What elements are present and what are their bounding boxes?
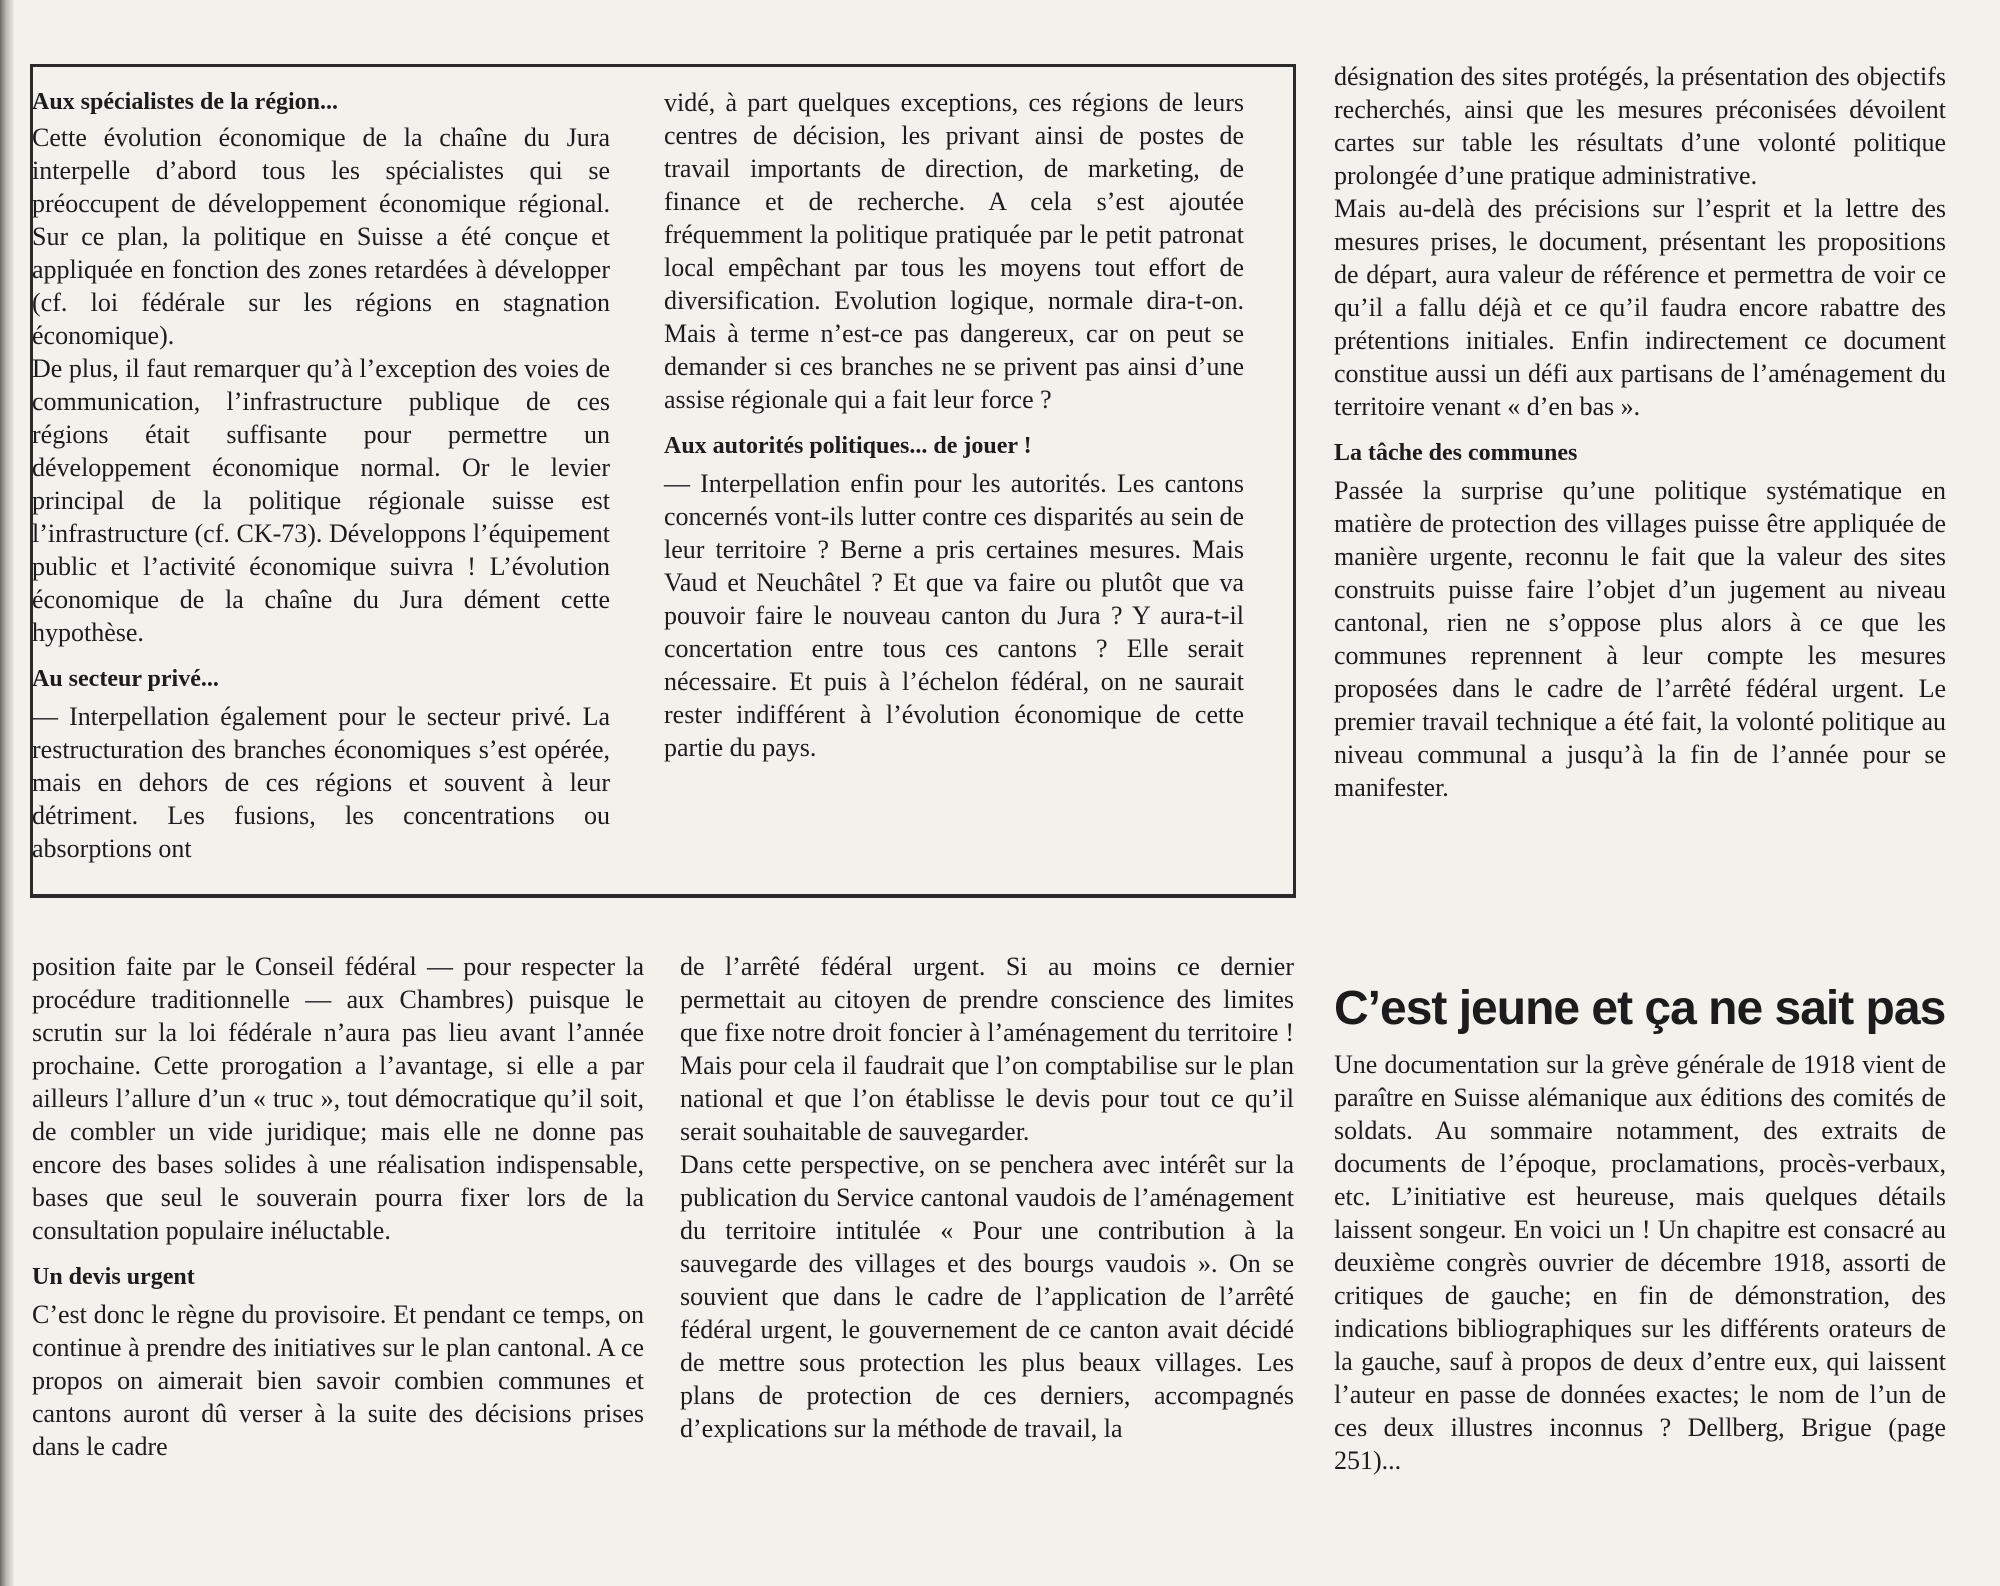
paragraph: C’est donc le règne du provisoire. Et pendant ce temps, on continue à prendre des initiatives sur le plan cantonal. A ce propos on aimerait bien savoir combien communes et cantons auront dû verser à la suite des décisions prises dans le cadre [32, 1300, 644, 1461]
paragraph: Passée la surprise qu’une politique systématique en matière de protection des villages puisse être appliquée de manière urgente, reconnu le fait que la valeur des sites construits puisse faire l’objet d’un jugement au niveau cantonal, rien ne s’oppose plus alors à ce que les communes reprennent à leur compte les mesures proposées dans le cadre de l’arrêté fédéral urgent. Le premier travail technique a été fait, la volonté politique au niveau communal a jusqu’à la fin de l’année pour se manifester. [1334, 476, 1946, 802]
paragraph: — Interpellation également pour le secteur privé. La restructuration des branches économiques s’est opérée, mais en dehors de ces régions et souvent à leur détriment. Les fusions, les concentrations ou absorptions ont [32, 702, 610, 863]
bottom-left-column [32, 950, 644, 1463]
paragraph: Mais au-delà des précisions sur l’esprit et la lettre des mesures prises, le document, présentant les propositions de départ, aura valeur de référence et permettra de voir ce qu’il a fallu déjà et ce qu’il faudra encore rabattre des prétentions initiales. Enfin indirectement ce document constitue aussi un défi aux partisans de l’aménagement du territoire venant « d’en bas ». [1334, 194, 1946, 421]
paragraph: vidé, à part quelques exceptions, ces régions de leurs centres de décision, les privant ainsi de postes de travail importants de direction, de marketing, de finance et de recherche. A cela s’est ajoutée fréquemment la politique pratiquée par le petit patronat local empêchant par tous les moyens tout effort de diversification. Evolution logique, normale dira-t-on. Mais à terme n’est-ce pas dangereux, car on peut se demander si ces branches ne se privent pas ainsi d’une assise régionale qui a fait leur force ? [664, 88, 1244, 414]
article-2 [1334, 980, 1946, 1477]
section-heading: Un devis urgent [32, 1264, 195, 1290]
section-heading: Aux autorités politiques... de jouer ! [664, 433, 1032, 459]
paragraph: De plus, il faut remarquer qu’à l’exception des voies de communication, l’infrastructure publique de ces régions était suffisante pour permettre un développement économique normal. Or le levier principal de la politique régionale suisse est l’infrastructure (cf. CK-73). Développons l’équipement public et l’activité économique suivra ! L’évolution économique de la chaîne du Jura dément cette hypothèse. [32, 354, 610, 647]
section-heading: Au secteur privé... [32, 666, 219, 692]
paragraph: désignation des sites protégés, la présentation des objectifs recherchés, ainsi que les mesures préconisées dévoilent cartes sur table les résultats d’une volonté politique prolongée d’une pratique administrative. [1334, 62, 1946, 190]
paragraph: Dans cette perspective, on se penchera avec intérêt sur la publication du Service cantonal vaudois de l’aménagement du territoire intitulée « Pour une contribution à la sauvegarde des villages et des bourgs vaudois ». On se souvient que dans le cadre de l’application de l’arrêté fédéral urgent, le gouvernement de ce canton avait décidé de mettre sous protection les plus beaux villages. Les plans de protection de ces derniers, accompagnés d’explications sur la méthode de travail, la [680, 1150, 1294, 1443]
section-heading: Aux spécialistes de la région... [32, 89, 338, 115]
boxed-left-column [32, 86, 610, 865]
page-binding-shadow [0, 0, 14, 1586]
right-column [1334, 60, 1946, 804]
bottom-middle-column [680, 950, 1294, 1445]
section-heading: La tâche des communes [1334, 440, 1578, 466]
paragraph: Cette évolution économique de la chaîne du Jura interpelle d’abord tous les spécialistes qui se préoccupent de développement économique régional. Sur ce plan, la politique en Suisse a été conçue et appliquée en fonction des zones retardées à développer (cf. loi fédérale sur les régions en stagnation économique). [32, 123, 610, 350]
paragraph: — Interpellation enfin pour les autorités. Les cantons concernés vont-ils lutter contre ces disparités au sein de leur territoire ? Berne a pris certaines mesures. Mais Vaud et Neuchâtel ? Et que va faire ou plutôt que va pouvoir faire le nouveau canton du Jura ? Y aura-t-il concertation entre tous ces cantons ? Elle serait nécessaire. Et puis à l’échelon fédéral, on ne saurait rester indifférent à l’évolution économique de cette partie du pays. [664, 469, 1244, 762]
boxed-right-column [664, 86, 1244, 764]
article-2-body: Une documentation sur la grève générale de 1918 vient de paraître en Suisse alémanique aux éditions des comités de soldats. Au sommaire notamment, des extraits de documents de l’époque, proclamations, procès-verbaux, etc. L’initiative est heureuse, mais quelques détails laissent songeur. En voici un ! Un chapitre est consacré au deuxième congrès ouvrier de décembre 1918, assorti de critiques de gauche; en fin de démonstration, des indications bibliographiques sur les différents orateurs de la gauche, sauf à propos de deux d’entre eux, qui laissent l’auteur en passe de données exactes; le nom de l’un de ces deux illustres inconnus ? Dellberg, Brigue (page 251)... [1334, 1050, 1946, 1475]
paragraph: position faite par le Conseil fédéral — pour respecter la procédure traditionnelle — aux Chambres) puisque le scrutin sur la loi fédérale n’aura pas lieu avant l’année prochaine. Cette prorogation a l’avantage, si elle a par ailleurs l’allure d’un « truc », tout démocratique qu’il soit, de combler un vide juridique; mais elle ne donne pas encore des bases solides à une réalisation indispensable, bases que seul le souverain pourra fixer lors de la consultation populaire inéluctable. [32, 952, 644, 1245]
paragraph: de l’arrêté fédéral urgent. Si au moins ce dernier permettait au citoyen de prendre conscience des limites que fixe notre droit foncier à l’aménagement du territoire ! Mais pour cela il faudrait que l’on comptabilise sur le plan national et que l’on établisse le devis pour tout ce qu’il serait souhaitable de sauvegarder. [680, 952, 1294, 1146]
article-2-headline: C’est jeune et ça ne sait pas [1334, 982, 1946, 1035]
